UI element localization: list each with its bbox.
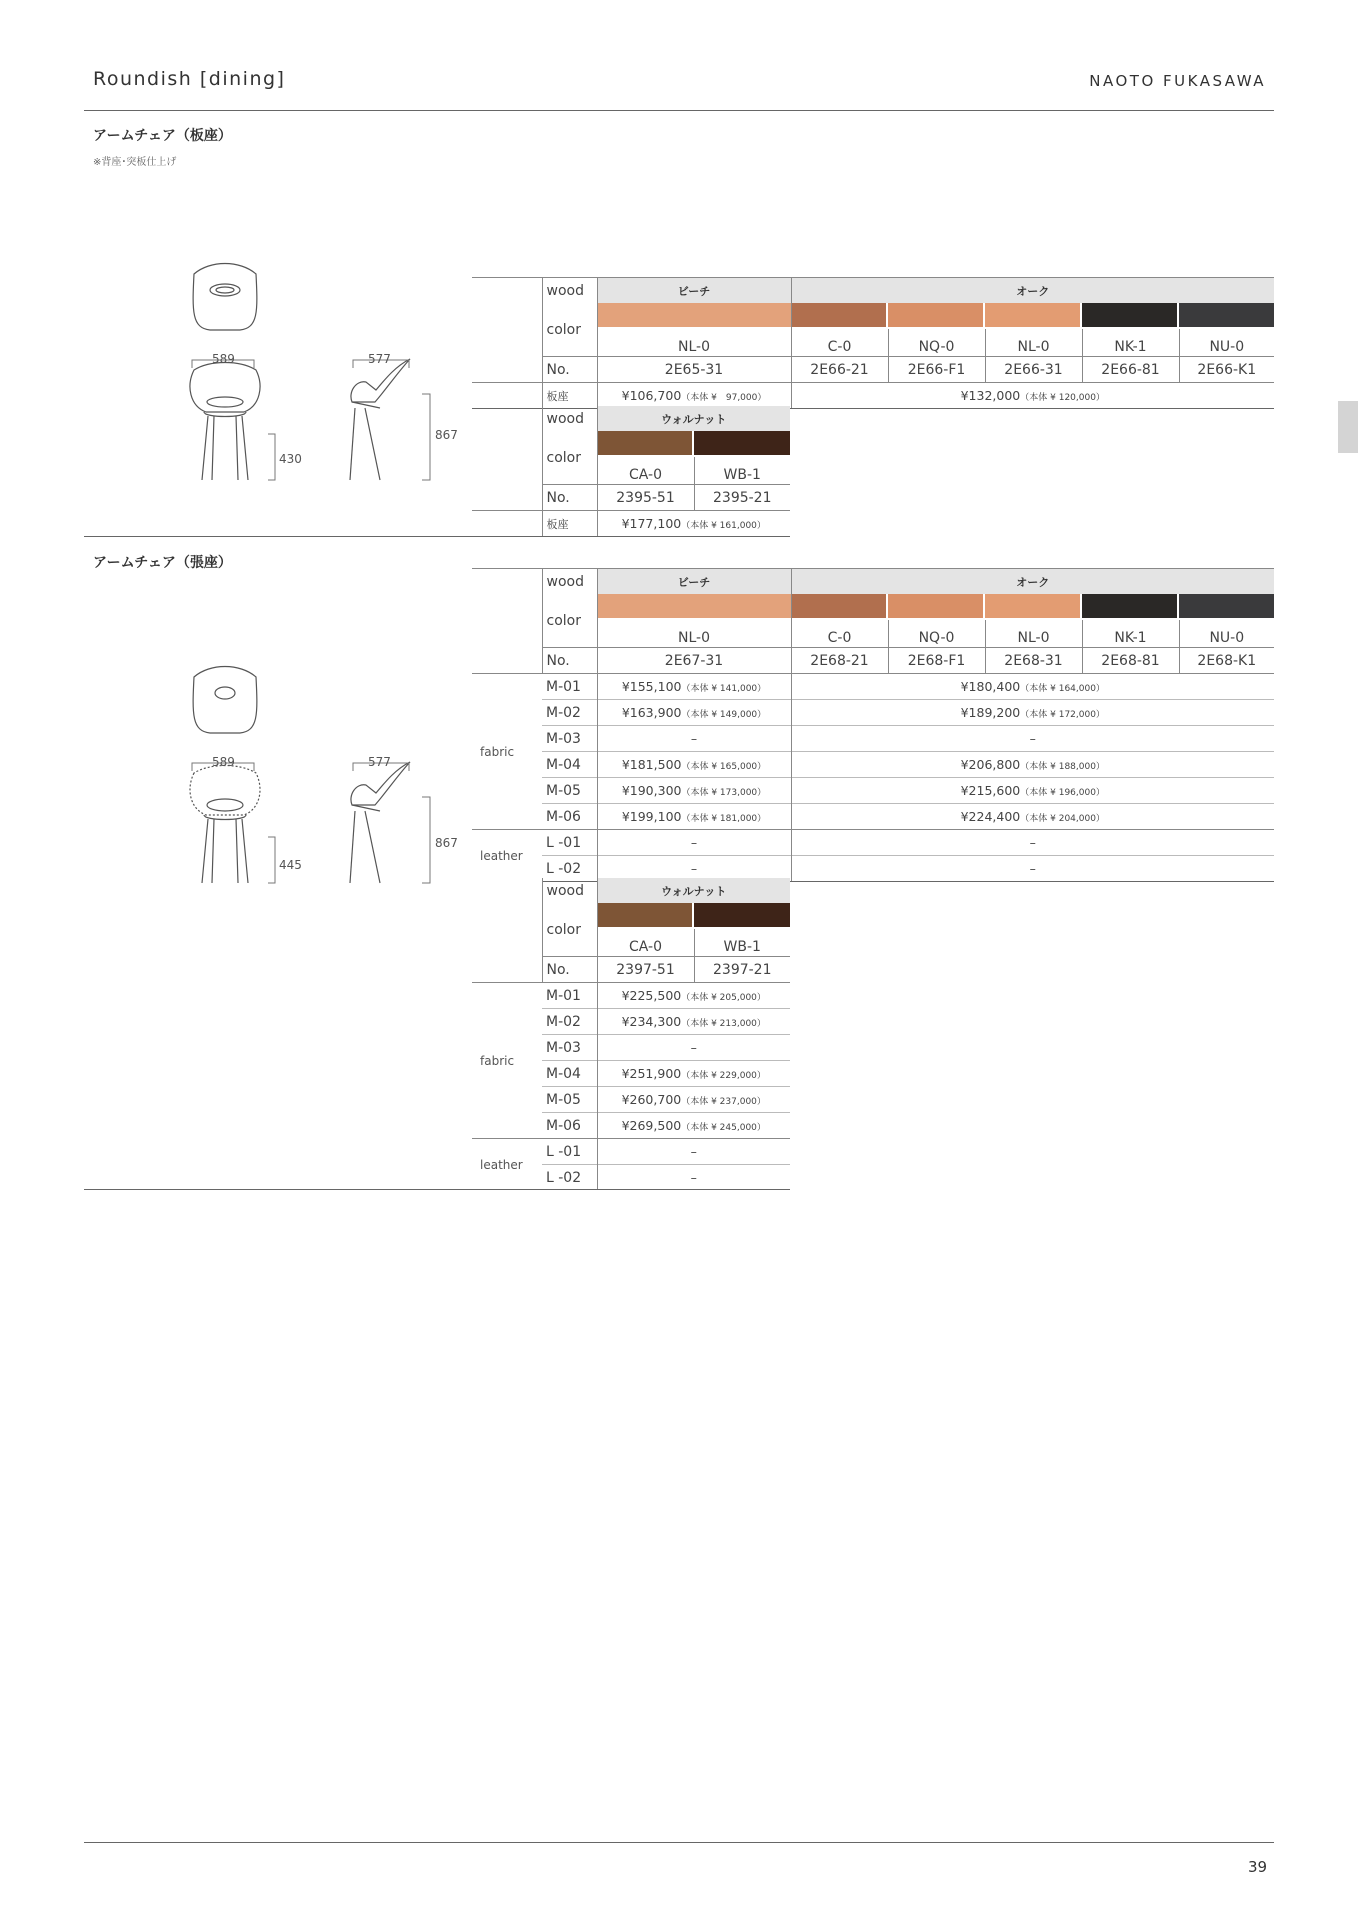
- leather-group-label: leather: [472, 830, 542, 882]
- section1-title: アームチェア（板座）: [93, 128, 232, 144]
- designer-name: NAOTO FUKASAWA: [1089, 72, 1266, 90]
- no-label: No.: [542, 648, 597, 674]
- swatch-walnut-wb1: [694, 431, 790, 455]
- product-number: 2E67-31: [597, 648, 791, 674]
- price-cell: ¥181,500（本体 ¥ 165,000）: [597, 752, 791, 778]
- wood-label: wood: [542, 569, 597, 595]
- product-number: 2E65-31: [597, 357, 791, 383]
- dim-depth: 577: [368, 352, 391, 366]
- dim-width: 589: [212, 755, 235, 769]
- color-code: CA-0: [597, 457, 694, 485]
- swatch-walnut-ca0: [598, 431, 693, 455]
- section1-walnut-table: [472, 406, 790, 536]
- color-code: NL-0: [985, 329, 1082, 357]
- grade-label: L -02: [542, 856, 597, 882]
- product-number: 2397-51: [597, 957, 694, 983]
- fabric-group-label: fabric: [472, 983, 542, 1139]
- chair-top-view-icon: [193, 667, 257, 734]
- swatch-oak-nu0: [1179, 303, 1274, 327]
- price-cell: ¥180,400（本体 ¥ 164,000）: [791, 674, 1274, 700]
- grade-label: M-05: [542, 1087, 597, 1113]
- price-walnut: ¥177,100（本体 ¥ 161,000）: [597, 511, 790, 537]
- product-number: 2E66-F1: [888, 357, 985, 383]
- wood-label: wood: [542, 878, 597, 903]
- section2-spec-table: [472, 568, 1274, 882]
- table-spacer: [472, 278, 542, 383]
- color-code: C-0: [791, 329, 888, 357]
- swatch-walnut-ca0: [598, 903, 693, 927]
- color-label: color: [542, 303, 597, 357]
- color-code: NK-1: [1082, 329, 1179, 357]
- price-cell: –: [791, 830, 1274, 856]
- grade-label: M-06: [542, 1113, 597, 1139]
- price-cell: –: [597, 830, 791, 856]
- price-cell: –: [597, 726, 791, 752]
- product-number: 2395-21: [694, 485, 790, 511]
- chair-side-view-icon: [350, 762, 410, 883]
- section1-chair-drawings: [180, 262, 480, 492]
- dim-width: 589: [212, 352, 235, 366]
- swatch-oak-nq0: [888, 594, 983, 618]
- color-code: WB-1: [723, 467, 761, 483]
- grade-label: M-03: [542, 726, 597, 752]
- section2-rule: [84, 1189, 790, 1190]
- price-cell: –: [597, 856, 791, 882]
- product-number: 2E68-F1: [888, 648, 985, 674]
- no-label: No.: [542, 485, 597, 511]
- species-beech: ビーチ: [597, 278, 791, 304]
- product-number: 2E68-K1: [1179, 648, 1274, 674]
- grade-label: M-06: [542, 804, 597, 830]
- price-oak: ¥132,000（本体 ¥ 120,000）: [791, 383, 1274, 409]
- chair-side-view-icon: [350, 359, 410, 480]
- price-cell: ¥224,400（本体 ¥ 204,000）: [791, 804, 1274, 830]
- grade-label: M-04: [542, 1061, 597, 1087]
- price-cell: ¥155,100（本体 ¥ 141,000）: [597, 674, 791, 700]
- grade-label: M-02: [542, 700, 597, 726]
- species-oak: オーク: [791, 569, 1274, 595]
- price-cell: –: [791, 856, 1274, 882]
- species-oak: オーク: [791, 278, 1274, 304]
- price-cell: ¥206,800（本体 ¥ 188,000）: [791, 752, 1274, 778]
- grade-label: L -01: [542, 830, 597, 856]
- section2-chair-drawings: [180, 665, 480, 895]
- grade-label: M-03: [542, 1035, 597, 1061]
- species-walnut: ウォルナット: [597, 878, 790, 903]
- no-label: No.: [542, 957, 597, 983]
- price-cell: ¥215,600（本体 ¥ 196,000）: [791, 778, 1274, 804]
- page-number: 39: [1248, 1858, 1268, 1876]
- swatch-beech-nl0: [598, 594, 791, 618]
- price-cell: ¥260,700（本体 ¥ 237,000）: [597, 1087, 790, 1113]
- color-label: color: [542, 903, 597, 957]
- grade-label: M-01: [542, 674, 597, 700]
- product-number: 2E68-81: [1082, 648, 1179, 674]
- section2-walnut-table: [472, 878, 790, 1190]
- chair-top-view-icon: [193, 264, 257, 331]
- fabric-group-label: fabric: [472, 674, 542, 830]
- swatch-oak-nl0: [985, 303, 1080, 327]
- color-code: WB-1: [723, 939, 761, 955]
- price-cell: ¥251,900（本体 ¥ 229,000）: [597, 1061, 790, 1087]
- species-walnut: ウォルナット: [597, 406, 790, 431]
- header-rule: [84, 110, 1274, 111]
- grade-label: M-05: [542, 778, 597, 804]
- no-label: No.: [542, 357, 597, 383]
- product-number: 2E68-21: [791, 648, 888, 674]
- swatch-oak-nl0: [985, 594, 1080, 618]
- dim-seat-height: 430: [279, 452, 302, 466]
- grade-label: M-04: [542, 752, 597, 778]
- color-label: color: [542, 431, 597, 485]
- section1-spec-table: [472, 277, 1274, 409]
- chair-front-view-icon: [190, 766, 260, 884]
- product-number: 2397-21: [694, 957, 790, 983]
- color-code: CA-0: [597, 929, 694, 957]
- swatch-beech-nl0: [598, 303, 791, 327]
- section1-rule: [84, 536, 790, 537]
- color-code: NU-0: [1209, 339, 1245, 355]
- leather-group-label: leather: [472, 1139, 542, 1191]
- price-cell: –: [597, 1035, 790, 1061]
- chair-front-view-icon: [190, 363, 260, 481]
- wood-label: wood: [542, 406, 597, 431]
- price-cell: ¥199,100（本体 ¥ 181,000）: [597, 804, 791, 830]
- price-beech: ¥106,700（本体 ¥ 97,000）: [597, 383, 791, 409]
- dim-depth: 577: [368, 755, 391, 769]
- swatch-oak-nk1: [1082, 594, 1177, 618]
- product-number: 2E66-21: [791, 357, 888, 383]
- price-cell: ¥269,500（本体 ¥ 245,000）: [597, 1113, 790, 1139]
- color-code: C-0: [791, 620, 888, 648]
- product-number: 2E66-81: [1082, 357, 1179, 383]
- color-code: NL-0: [985, 620, 1082, 648]
- side-index-tab: [1338, 401, 1358, 453]
- color-code: NL-0: [597, 329, 791, 357]
- price-cell: ¥234,300（本体 ¥ 213,000）: [597, 1009, 790, 1035]
- price-cell: –: [597, 1165, 790, 1191]
- swatch-walnut-wb1: [694, 903, 790, 927]
- product-number: 2E68-31: [985, 648, 1082, 674]
- swatch-oak-nq0: [888, 303, 983, 327]
- color-code: NL-0: [597, 620, 791, 648]
- itaza-label: 板座: [542, 511, 597, 537]
- dim-seat-height: 445: [279, 858, 302, 872]
- price-cell: –: [791, 726, 1274, 752]
- section2-title: アームチェア（張座）: [93, 555, 232, 571]
- grade-label: M-01: [542, 983, 597, 1009]
- species-beech: ビーチ: [597, 569, 791, 595]
- grade-label: L -01: [542, 1139, 597, 1165]
- color-label: color: [542, 594, 597, 648]
- color-code: NK-1: [1082, 620, 1179, 648]
- price-cell: ¥189,200（本体 ¥ 172,000）: [791, 700, 1274, 726]
- section1-note: ※背座･突板仕上げ: [93, 157, 177, 168]
- footer-rule: [84, 1842, 1274, 1843]
- price-cell: –: [597, 1139, 790, 1165]
- dim-height: 867: [435, 428, 458, 442]
- wood-label: wood: [542, 278, 597, 304]
- price-cell: ¥163,900（本体 ¥ 149,000）: [597, 700, 791, 726]
- swatch-oak-c0: [792, 303, 887, 327]
- catalog-title: Roundish [dining]: [93, 68, 286, 90]
- grade-label: L -02: [542, 1165, 597, 1191]
- color-code: NU-0: [1209, 630, 1245, 646]
- price-cell: ¥190,300（本体 ¥ 173,000）: [597, 778, 791, 804]
- grade-label: M-02: [542, 1009, 597, 1035]
- product-number: 2E66-31: [985, 357, 1082, 383]
- color-code: NQ-0: [888, 329, 985, 357]
- swatch-oak-nu0: [1179, 594, 1274, 618]
- color-code: NQ-0: [888, 620, 985, 648]
- product-number: 2E66-K1: [1179, 357, 1274, 383]
- swatch-oak-c0: [792, 594, 887, 618]
- swatch-oak-nk1: [1082, 303, 1177, 327]
- price-cell: ¥225,500（本体 ¥ 205,000）: [597, 983, 790, 1009]
- product-number: 2395-51: [597, 485, 694, 511]
- itaza-label: 板座: [542, 383, 597, 409]
- dim-height: 867: [435, 836, 458, 850]
